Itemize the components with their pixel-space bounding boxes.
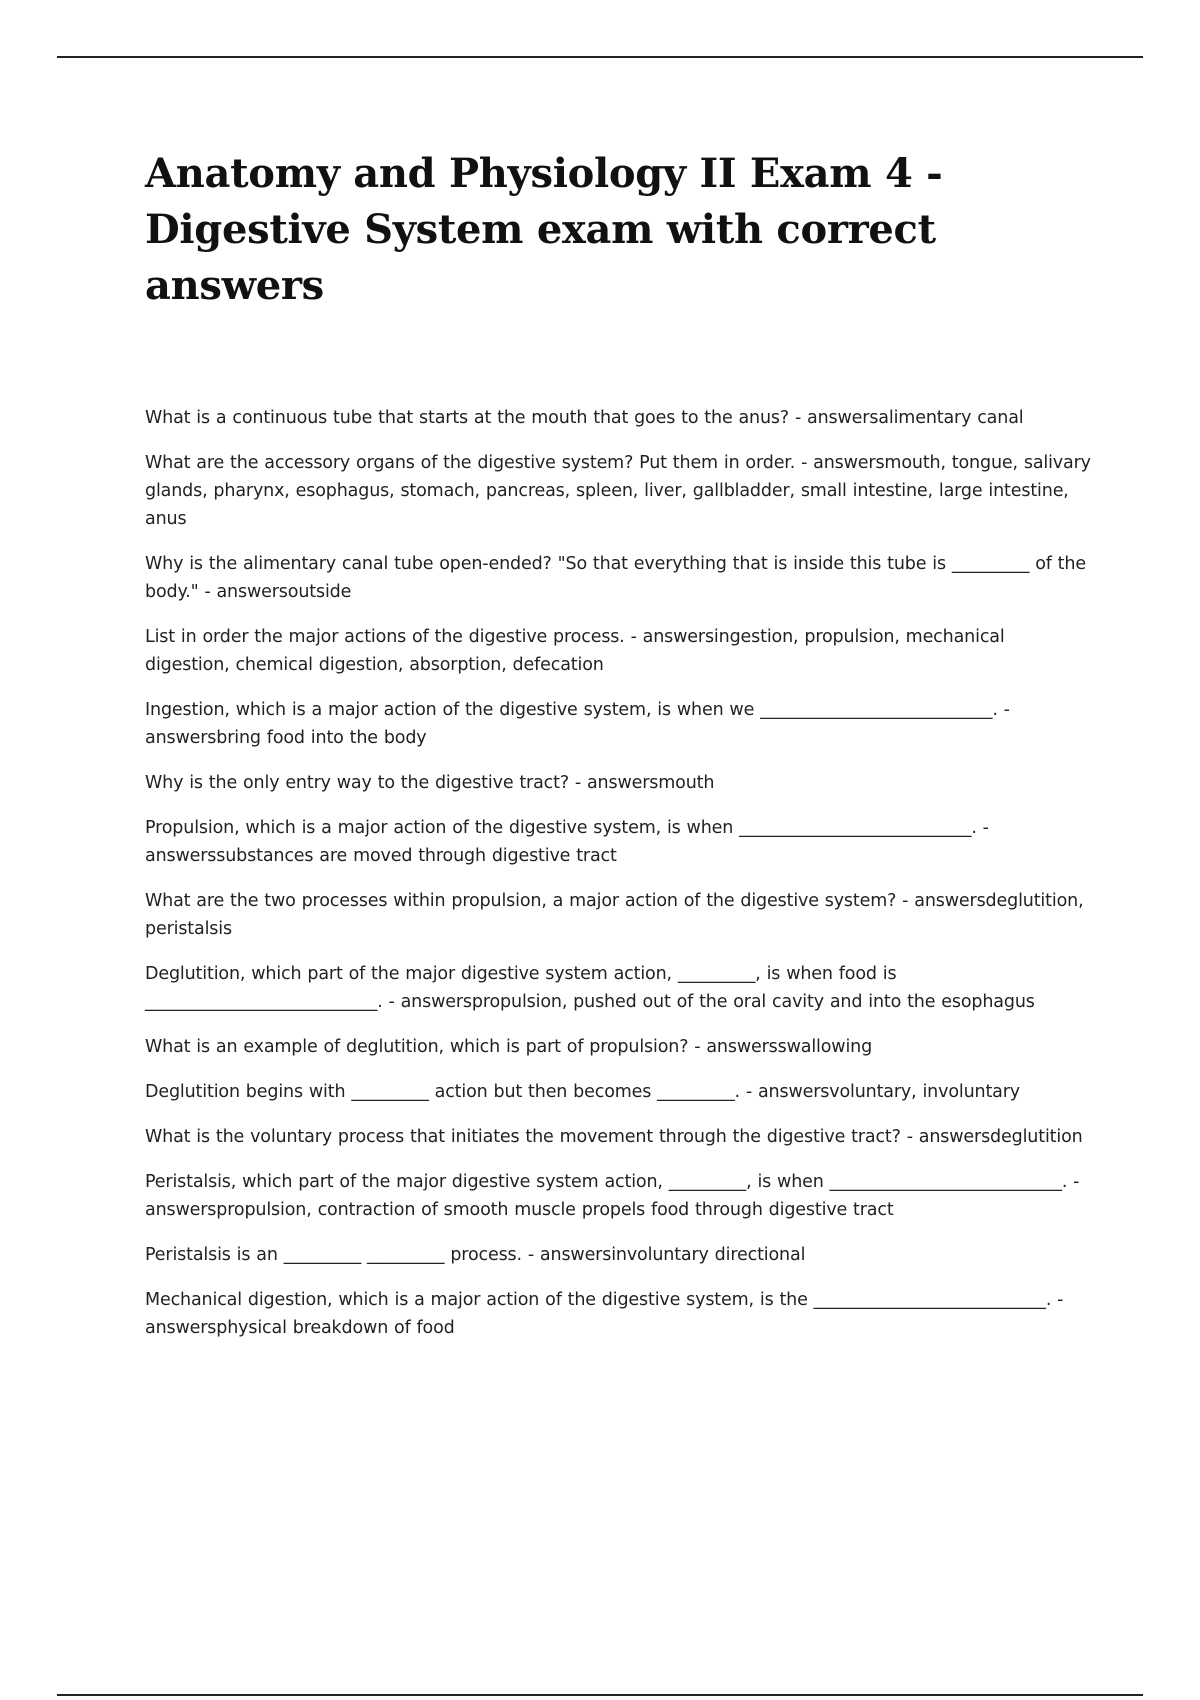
qa-item: Mechanical digestion, which is a major action of the digestive system, is the ___________________________. - answersphysical breakdown of food [145,1290,1064,1338]
top-rule [57,56,1143,58]
qa-item: Peristalsis is an _________ _________ process. - answersinvoluntary directional [145,1245,806,1265]
qa-item: What are the accessory organs of the digestive system? Put them in order. - answersmouth, tongue, salivary glands, pharynx, esophagus, stomach, pancreas, spleen, liver, gallbladder, small intestine, large intestine, anus [145,453,1091,529]
document-title: Anatomy and Physiology II Exam 4 - Digestive System exam with correct answers [145,150,943,309]
qa-item: List in order the major actions of the digestive process. - answersingestion, propulsion, mechanical digestion, chemical digestion, absorption, defecation [145,627,1005,675]
qa-item: What is the voluntary process that initiates the movement through the digestive tract? - answersdeglutition [145,1127,1083,1147]
qa-list [145,404,1095,1342]
qa-item: What is an example of deglutition, which is part of propulsion? - answersswallowing [145,1037,873,1057]
bottom-rule [57,1694,1143,1696]
document-body [145,146,1095,1359]
qa-item: Deglutition, which part of the major digestive system action, _________, is when food is ___________________________. - answerspropulsion, pushed out of the oral cavity and into the esophagus [145,964,1035,1012]
qa-item: Deglutition begins with _________ action but then becomes _________. - answersvoluntary, involuntary [145,1082,1021,1102]
qa-item: Peristalsis, which part of the major digestive system action, _________, is when ___________________________. - answerspropulsion, contraction of smooth muscle propels food through digestive tract [145,1172,1080,1220]
qa-item: What are the two processes within propulsion, a major action of the digestive system? - answersdeglutition, peristalsis [145,891,1084,939]
qa-item: Why is the only entry way to the digestive tract? - answersmouth [145,773,715,793]
qa-item: Propulsion, which is a major action of the digestive system, is when ___________________________. - answerssubstances are moved through digestive tract [145,818,989,866]
qa-item: Why is the alimentary canal tube open-ended? "So that everything that is inside this tube is _________ of the body." - answersoutside [145,554,1086,602]
qa-item: What is a continuous tube that starts at the mouth that goes to the anus? - answersalimentary canal [145,408,1024,428]
qa-item: Ingestion, which is a major action of the digestive system, is when we ___________________________. - answersbring food into the body [145,700,1010,748]
